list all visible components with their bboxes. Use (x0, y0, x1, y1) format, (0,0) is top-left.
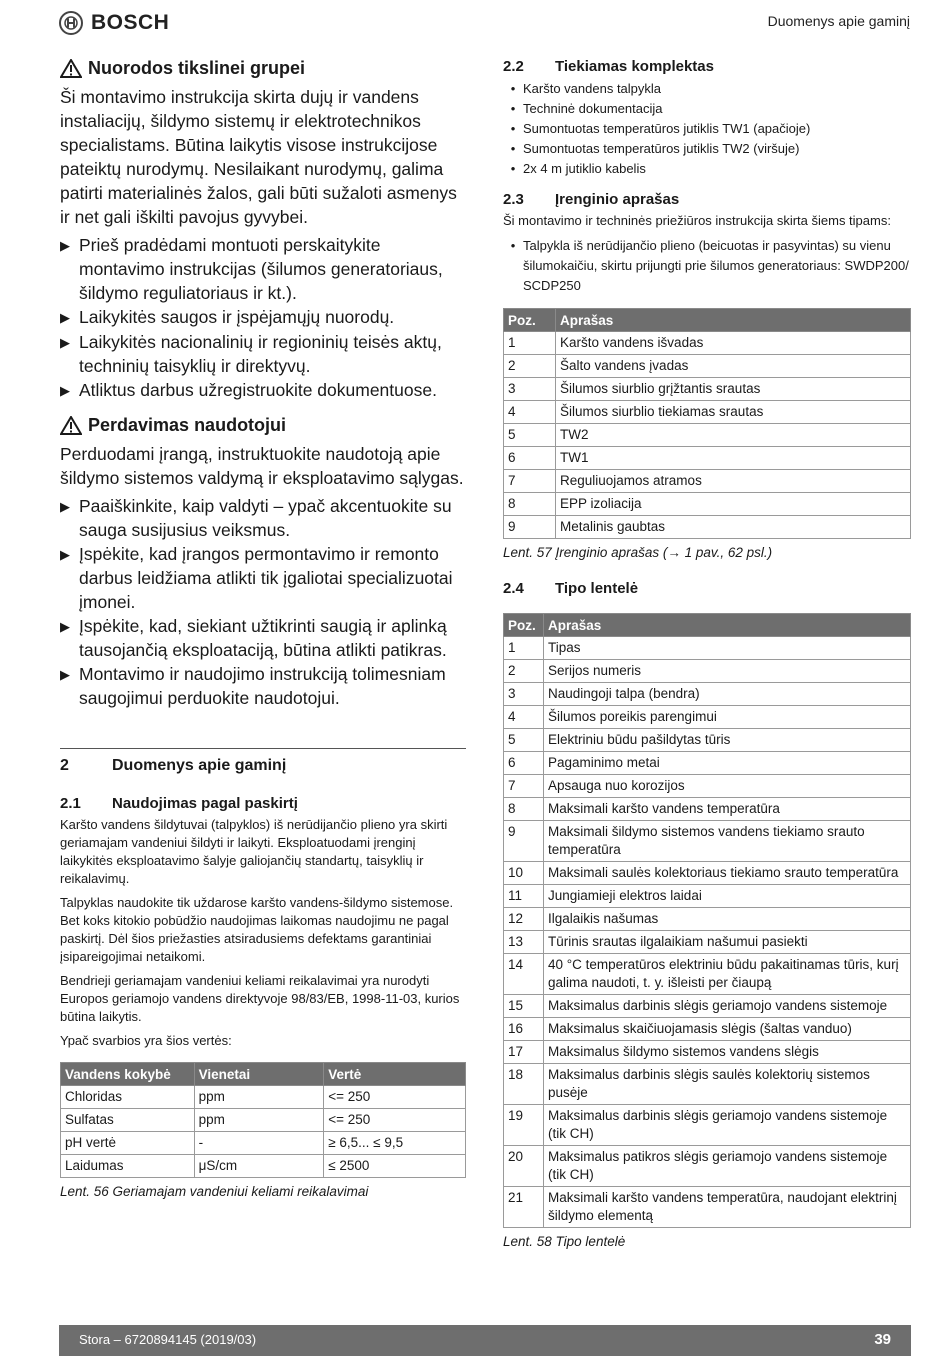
table-row: 12 Ilgalaikis našumas (504, 908, 911, 931)
table-header-row (61, 1063, 466, 1086)
table-header-row (504, 614, 911, 637)
table-row: 9 Metalinis gaubtas (504, 516, 911, 539)
bosch-armature-icon (59, 11, 83, 35)
column-header: Vandens kokybė (61, 1063, 195, 1086)
table-row: 20 Maksimalus patikros slėgis geriamojo vandens sistemoje (tik CH) (504, 1146, 911, 1187)
table-row: 6 Pagaminimo metai (504, 752, 911, 775)
bullet-dot-icon: • (510, 161, 516, 176)
table-row: Laidumas μS/cm ≤ 2500 (61, 1155, 466, 1178)
section-heading-2-3: 2.3 Įrenginio aprašas (503, 191, 680, 208)
table-row: 16 Maksimalus skaičiuojamasis slėgis (šaltas vanduo) (504, 1018, 911, 1041)
triangle-bullet-icon: ▶ (60, 383, 70, 398)
triangle-bullet-icon: ▶ (60, 619, 70, 634)
paragraph: Bendrieji geriamajam vandeniui keliami reikalavimai yra nurodyti Europos geriamojo vandens direktyvoje 98/83/EB, 1998-11-03, kurios būtina laikytis. (60, 973, 460, 1024)
bosch-logo (59, 11, 169, 35)
paragraph: Ši montavimo ir techninės priežiūros instrukcija skirta šiems tipams: (503, 213, 891, 228)
list-item: • Sumontuotas temperatūros jutiklis TW1 (apačioje) (503, 119, 911, 139)
table-row: 8 Maksimali karšto vandens temperatūra (504, 798, 911, 821)
list-item: • Sumontuotas temperatūros jutiklis TW2 (viršuje) (503, 139, 911, 159)
column-header: Aprašas (544, 614, 911, 637)
type-plate-table (503, 613, 911, 1228)
warning-heading-handover: Perdavimas naudotojui (60, 415, 466, 436)
list-item: ▶ Laikykitės nacionalinių ir regioninių teisės aktų, techninių taisyklių ir direktyvų. (60, 332, 442, 376)
table-row: 7 Reguliuojamos atramos (504, 470, 911, 493)
warning-text-handover: Perduodami įrangą, instruktuokite naudotoją apie šildymo sistemos valdymą ir eksploatavimo sąlygas. (60, 444, 464, 488)
list-item: • Techninė dokumentacija (503, 99, 911, 119)
list-item: • Talpykla iš nerūdijančio plieno (beicuotas ir pasyvintas) su vienu šilumokaičiu, skirtu prijungti prie šilumos generatoriaus: SWDP200/ SCDP250 (503, 236, 911, 296)
triangle-bullet-icon: ▶ (60, 667, 70, 682)
table-row: 2 Šalto vandens įvadas (504, 355, 911, 378)
table-caption: Lent. 58 Tipo lentelė (503, 1234, 626, 1249)
table-row: Chloridas ppm <= 250 (61, 1086, 466, 1109)
table-caption: Lent. 57 Įrenginio aprašas (→ 1 pav., 62 psl.) (503, 545, 773, 560)
triangle-bullet-icon: ▶ (60, 238, 70, 253)
triangle-bullet-icon: ▶ (60, 499, 70, 514)
column-header: Vertė (324, 1063, 466, 1086)
section-heading-2-1: 2.1 Naudojimas pagal paskirtį (60, 795, 298, 812)
section-heading-2-2: 2.2 Tiekiamas komplektas (503, 58, 714, 75)
triangle-bullet-icon: ▶ (60, 547, 70, 562)
warning-triangle-icon (60, 59, 82, 78)
bullet-dot-icon: • (510, 141, 516, 156)
water-quality-table (60, 1062, 466, 1178)
list-item: ▶ Laikykitės saugos ir įspėjamųjų nuorodų. (60, 305, 466, 330)
paragraph: Karšto vandens šildytuvai (talpyklos) iš nerūdijančio plieno yra skirti geriamajam vandeniui šildyti ir laikyti. Eksploatuodami įrenginį laikykitės eksploatavimo šalyje galiojančių standartų, taisyklių ir reikalavimų. (60, 817, 448, 886)
table-row: 14 40 °C temperatūros elektriniu būdu pakaitinamas tūris, kurį galima naudoti, t. y. išleisti per čiaupą (504, 954, 911, 995)
list-item: • 2x 4 m jutiklio kabelis (503, 159, 911, 179)
list-item: ▶ Paaiškinkite, kaip valdyti – ypač akcentuokite su sauga susijusius veiksmus. (60, 496, 452, 540)
bullet-dot-icon: • (510, 121, 516, 136)
list-item: • Karšto vandens talpykla (503, 79, 911, 99)
section-divider (60, 748, 466, 775)
warning-triangle-icon (60, 416, 82, 435)
table-row: 9 Maksimali šildymo sistemos vandens tiekiamo srauto temperatūra (504, 821, 911, 862)
table-row: 13 Tūrinis srautas ilgalaikiam našumui pasiekti (504, 931, 911, 954)
page-number: 39 (874, 1331, 891, 1348)
table-row: 11 Jungiamieji elektros laidai (504, 885, 911, 908)
table-row: 1 Tipas (504, 637, 911, 660)
page-footer (59, 1325, 911, 1356)
bullet-dot-icon: • (510, 101, 516, 116)
triangle-bullet-icon: ▶ (60, 335, 70, 350)
list-item: ▶ Prieš pradėdami montuoti perskaitykite montavimo instrukcijas (šilumos generatoriaus, šildymo reguliatoriaus ir kt.). (60, 235, 443, 303)
column-header: Poz. (504, 309, 556, 332)
table-row: 21 Maksimali karšto vandens temperatūra, naudojant elektrinį šildymo elementą (504, 1187, 911, 1228)
table-row: 5 Elektriniu būdu pašildytas tūris (504, 729, 911, 752)
table-row: 4 Šilumos siurblio tiekiamas srautas (504, 401, 911, 424)
brand-name: BOSCH (91, 11, 170, 34)
table-row: 3 Naudingoji talpa (bendra) (504, 683, 911, 706)
table-row: 2 Serijos numeris (504, 660, 911, 683)
table-row: 10 Maksimali saulės kolektoriaus tiekiamo srauto temperatūra (504, 862, 911, 885)
section-heading-2-4: 2.4 Tipo lentelė (503, 580, 639, 597)
column-header: Poz. (504, 614, 544, 637)
table-caption: Lent. 56 Geriamajam vandeniui keliami reikalavimai (60, 1184, 369, 1199)
paragraph: Talpyklas naudokite tik uždarose karšto vandens-šildymo sistemose. Bet koks kitokio pobūdžio naudojimas laikomas naudojimu ne pagal paskirtį. Dėl šios priežasties atsiradusiems defektams garantiniai įsipareigojimai netaikomi. (60, 895, 454, 964)
page-header (0, 0, 950, 50)
table-row: pH vertė - ≥ 6,5... ≤ 9,5 (61, 1132, 466, 1155)
table-row: 7 Apsauga nuo korozijos (504, 775, 911, 798)
section-heading-2: 2 Duomenys apie gaminį (60, 757, 287, 774)
document-reference: Stora – 6720894145 (2019/03) (79, 1332, 257, 1347)
table-row: 4 Šilumos poreikis parengimui (504, 706, 911, 729)
table-row: Sulfatas ppm <= 250 (61, 1109, 466, 1132)
table-row: 17 Maksimalus šildymo sistemos vandens slėgis (504, 1041, 911, 1064)
left-column (60, 58, 466, 1199)
list-item: ▶ Įspėkite, kad įrangos permontavimo ir remonto darbus leidžiama atlikti tik įgaliotai specializuotai įmonei. (60, 544, 453, 612)
column-header: Vienetai (194, 1063, 324, 1086)
table-row: 15 Maksimalus darbinis slėgis geriamojo vandens sistemoje (504, 995, 911, 1018)
running-header: Duomenys apie gaminį (767, 13, 910, 29)
warning-text-target-group: Ši montavimo instrukcija skirta dujų ir vandens instaliacijų, šildymo sistemų ir elektrotechnikos specialistams. Būtina laikytis visose instrukcijose pateiktų nurodymų. Nesilaikant nurodymų, galima patirti materialinės žalos, gali būti sužaloti asmenys ir net gali iškilti pavojus gyvybei. (60, 87, 457, 227)
table-row: 8 EPP izoliacija (504, 493, 911, 516)
list-item: ▶ Įspėkite, kad, siekiant užtikrinti saugią ir aplinką tausojančią eksploataciją, būtina atlikti patikras. (60, 616, 447, 660)
right-column (503, 58, 911, 1249)
device-description-table (503, 308, 911, 539)
table-row: 18 Maksimalus darbinis slėgis saulės kolektorių sistemos pusėje (504, 1064, 911, 1105)
table-row: 5 TW2 (504, 424, 911, 447)
warning-heading-target-group: Nuorodos tikslinei grupei (60, 58, 466, 79)
bullet-dot-icon: • (510, 81, 516, 96)
column-header: Aprašas (556, 309, 911, 332)
table-row: 1 Karšto vandens išvadas (504, 332, 911, 355)
table-row: 6 TW1 (504, 447, 911, 470)
triangle-bullet-icon: ▶ (60, 310, 70, 325)
type-plate-table-body (504, 637, 911, 1228)
list-item: ▶ Atliktus darbus užregistruokite dokumentuose. (60, 378, 466, 403)
table-row: 19 Maksimalus darbinis slėgis geriamojo vandens sistemoje (tik CH) (504, 1105, 911, 1146)
bullet-dot-icon: • (510, 238, 516, 253)
list-item: ▶ Montavimo ir naudojimo instrukciją tolimesniam saugojimui perduokite naudotojui. (60, 664, 446, 708)
table-header-row (504, 309, 911, 332)
table-row: 3 Šilumos siurblio grįžtantis srautas (504, 378, 911, 401)
paragraph: Ypač svarbios yra šios vertės: (60, 1033, 232, 1048)
